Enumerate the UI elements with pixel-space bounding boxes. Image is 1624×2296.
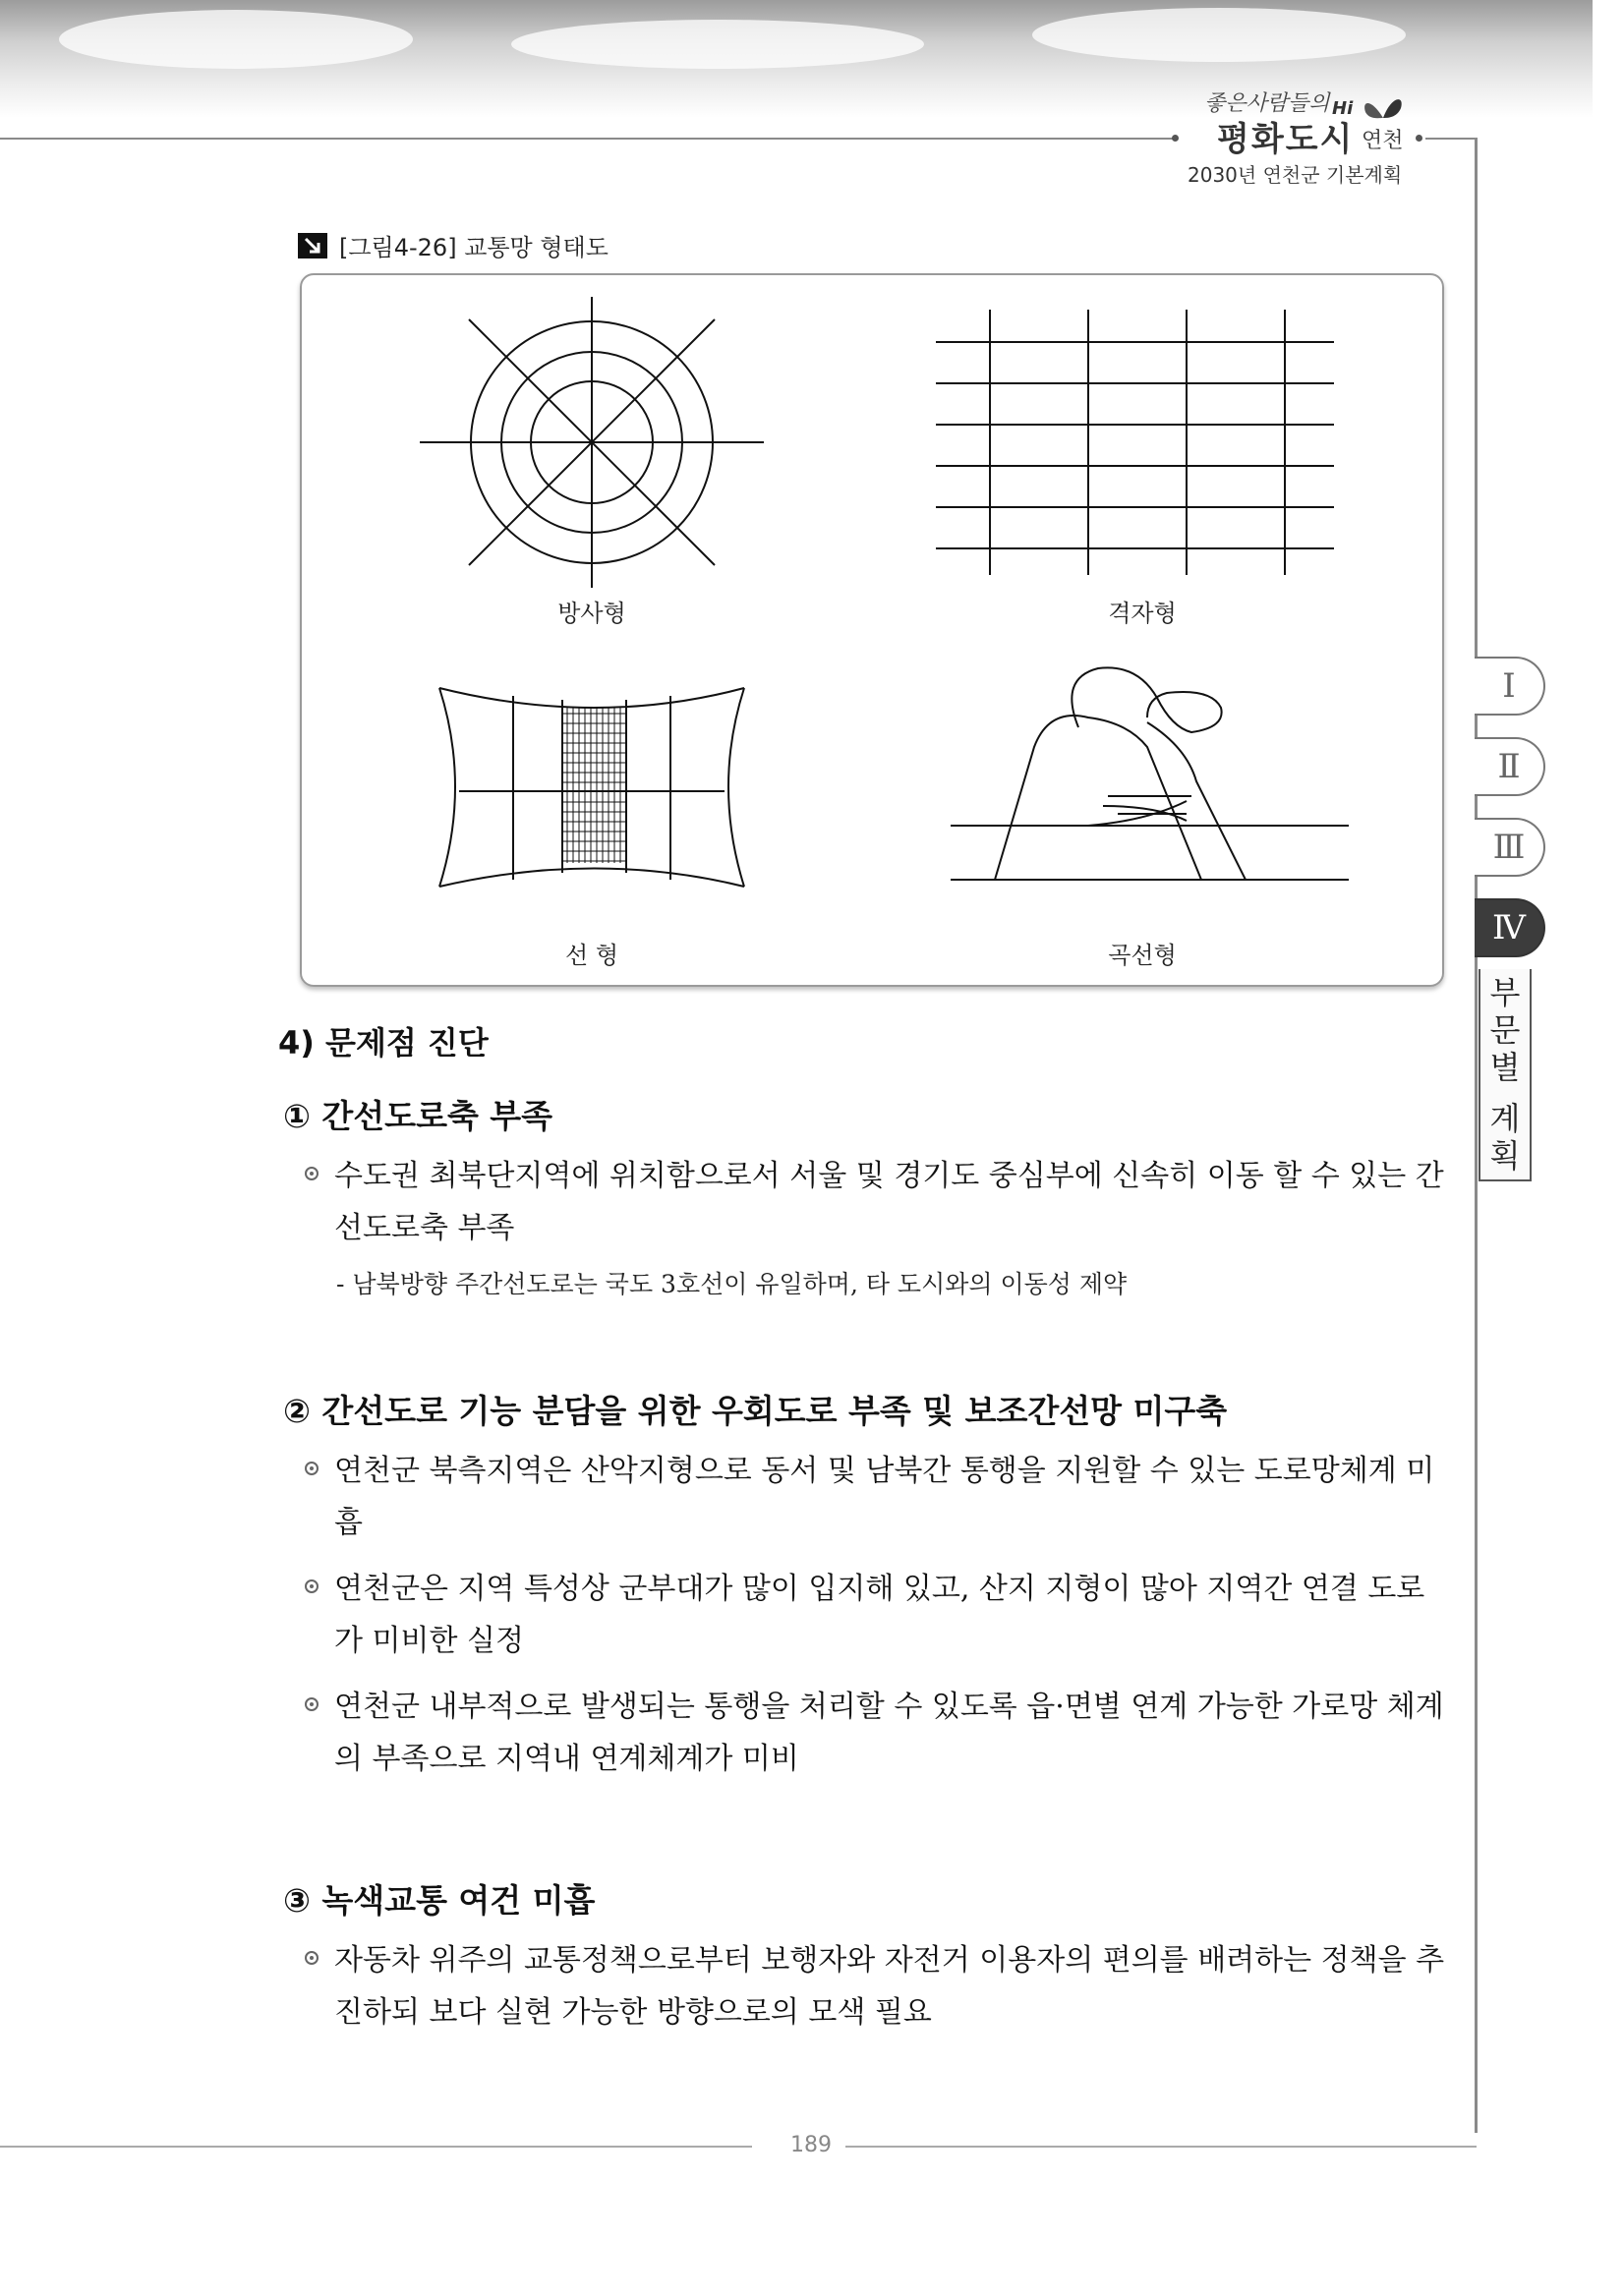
figure-label-curvilinear: 곡선형 xyxy=(1108,942,1177,969)
header-rule xyxy=(0,138,1175,140)
footer-rule-right xyxy=(845,2146,1477,2148)
bullet-text: 자동차 위주의 교통정책으로부터 보행자와 자전거 이용자의 편의를 배려하는 정책을 추진하되 보다 실현 가능한 방향으로의 모색 필요 xyxy=(334,1943,1445,2030)
network-diagrams xyxy=(302,275,1442,985)
figure-frame xyxy=(300,273,1444,987)
radial-network-diagram xyxy=(420,297,764,588)
figure-label-radial: 방사형 xyxy=(557,600,626,627)
bullet-icon xyxy=(305,1951,319,1965)
bullet-item xyxy=(305,1563,1445,1667)
bullet-text: 연천군 내부적으로 발생되는 통행을 처리할 수 있도록 읍·면별 연계 가능한 가로망 체계의 부족으로 지역내 연계체계가 미비 xyxy=(334,1690,1444,1776)
side-label-char: 획 xyxy=(1489,1137,1521,1175)
curvilinear-network-diagram xyxy=(951,667,1349,880)
header-sky-background xyxy=(0,0,1593,118)
page-right-border xyxy=(1475,138,1478,2133)
chapter-tab-3[interactable]: Ⅲ xyxy=(1475,818,1545,877)
figure-label-grid: 격자형 xyxy=(1108,600,1177,627)
bullet-icon xyxy=(305,1579,319,1593)
bullet-text: 연천군 북측지역은 산악지형으로 동서 및 남북간 통행을 지원할 수 있는 도로망체계 미흡 xyxy=(334,1454,1435,1540)
subsection-heading-3: ③ 녹색교통 여건 미흡 xyxy=(283,1881,596,1920)
figure-label-linear: 선 형 xyxy=(565,942,618,969)
section-heading: 4) 문제점 진단 xyxy=(278,1024,489,1062)
bullet-icon xyxy=(305,1462,319,1475)
side-label-char: 별 xyxy=(1489,1049,1521,1086)
chapter-tab-1[interactable]: Ⅰ xyxy=(1475,657,1545,716)
bullet-item xyxy=(305,1150,1445,1254)
chapter-tab-4-active[interactable]: Ⅳ xyxy=(1475,898,1545,957)
subsection-heading-2: ② 간선도로 기능 분담을 위한 우회도로 부족 및 보조간선망 미구축 xyxy=(283,1392,1228,1430)
logo-yeoncheon: 연천 xyxy=(1362,129,1404,153)
chapter-side-label xyxy=(1479,969,1532,1181)
bullet-item xyxy=(305,1681,1445,1785)
chapter-tab-2[interactable]: Ⅱ xyxy=(1475,737,1545,796)
logo-text-line2: 평화도시 xyxy=(1217,120,1355,159)
header-rule-right xyxy=(1425,138,1475,140)
side-label-char: 문 xyxy=(1489,1011,1521,1049)
bullet-icon xyxy=(305,1697,319,1711)
bullet-text: 수도권 최북단지역에 위치함으로서 서울 및 경기도 중심부에 신속히 이동 할 수 있는 간선도로축 부족 xyxy=(334,1159,1444,1245)
figure-title-text: [그림4-26] 교통망 형태도 xyxy=(339,234,609,261)
cloud-shape xyxy=(511,20,924,69)
bullet-text: 연천군은 지역 특성상 군부대가 많이 입지해 있고, 산지 지형이 많아 지역간 연결 도로가 미비한 실정 xyxy=(334,1572,1425,1658)
document-subtitle: 2030년 연천군 기본계획 xyxy=(1188,163,1403,187)
bullet-icon xyxy=(305,1167,319,1180)
header-rule-dot xyxy=(1172,135,1179,142)
bullet-item xyxy=(305,1934,1445,2038)
grid-network-diagram xyxy=(936,310,1334,575)
side-label-char: 부 xyxy=(1489,974,1521,1011)
logo-text-line1: 좋은사람들의 xyxy=(1204,91,1330,116)
footer-rule-left xyxy=(0,2146,752,2148)
bullet-item xyxy=(305,1445,1445,1549)
figure-marker-icon xyxy=(298,233,327,258)
logo-hi: Hi xyxy=(1332,98,1354,119)
butterfly-logo-icon xyxy=(1362,88,1405,124)
page-number: 189 xyxy=(790,2133,832,2157)
header-rule-dot xyxy=(1416,135,1422,142)
figure-title xyxy=(298,228,609,262)
cloud-shape xyxy=(1032,8,1406,62)
bullet-note: - 남북방향 주간선도로는 국도 3호선이 유일하며, 타 도시와의 이동성 제약 xyxy=(336,1270,1128,1298)
linear-network-diagram xyxy=(439,688,744,887)
linear-dense-corridor xyxy=(562,708,626,863)
subsection-heading-1: ① 간선도로축 부족 xyxy=(283,1097,553,1135)
cloud-shape xyxy=(59,10,413,69)
side-label-char: 계 xyxy=(1489,1100,1521,1137)
